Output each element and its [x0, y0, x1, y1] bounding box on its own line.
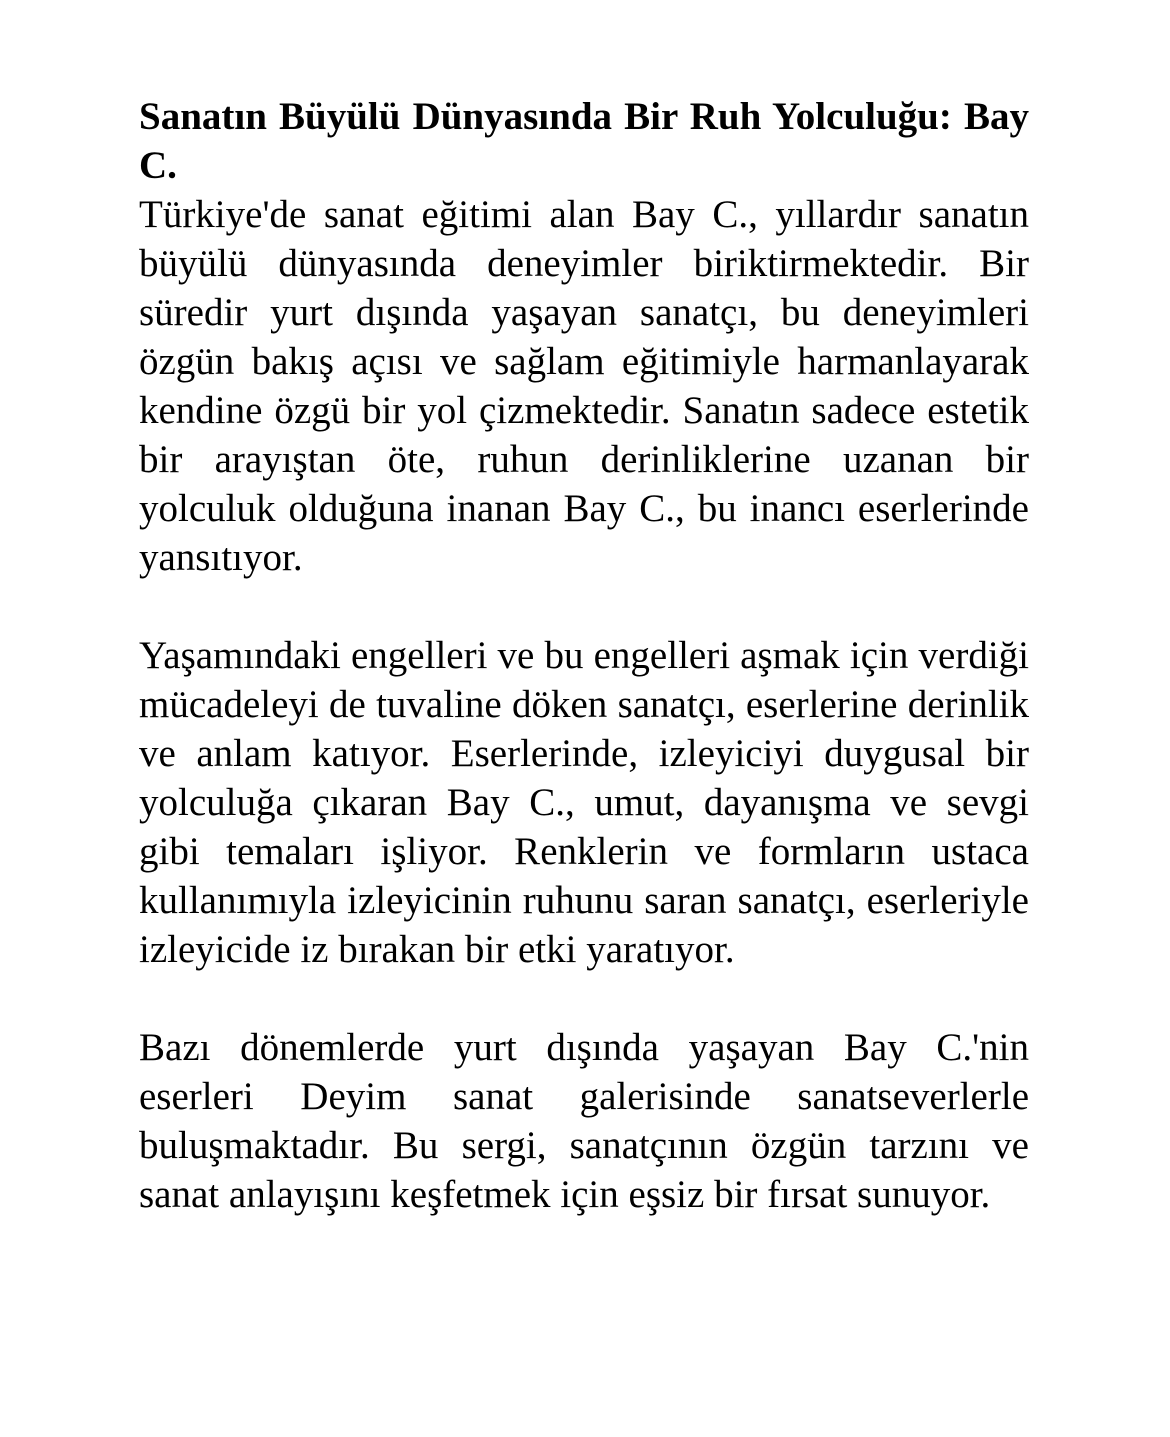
article-paragraph-2: Yaşamındaki engelleri ve bu engelleri aşmak için verdiği mücadeleyi de tuvaline döken sanatçı, eserlerine derinlik ve anlam katıyor. Eserlerinde, izleyiciyi duygusal bir yolculuğa çıkaran Bay C., umut, dayanışma ve sevgi gibi temaları işliyor. Renklerin ve formların ustaca kullanımıyla izleyicinin ruhunu saran sanatçı, eserleriyle izleyicide iz bırakan bir etki yaratıyor. — [139, 634, 1029, 971]
article-paragraph-1: Türkiye'de sanat eğitimi alan Bay C., yıllardır sanatın büyülü dünyasında deneyimler biriktirmektedir. Bir süredir yurt dışında yaşayan sanatçı, bu deneyimleri özgün bakış açısı ve sağlam eğitimiyle harmanlayarak kendine özgü bir yol çizmektedir. Sanatın sadece estetik bir arayıştan öte, ruhun derinliklerine uzanan bir yolculuk olduğuna inanan Bay C., bu inancı eserlerinde yansıtıyor. — [139, 193, 1029, 579]
article-title: Sanatın Büyülü Dünyasında Bir Ruh Yolculuğu: Bay C. — [139, 95, 1029, 187]
article-paragraph-3: Bazı dönemlerde yurt dışında yaşayan Bay C.'nin eserleri Deyim sanat galerisinde sanatseverlerle buluşmaktadır. Bu sergi, sanatçının özgün tarzını ve sanat anlayışını keşfetmek için eşsiz bir fırsat sunuyor. — [139, 1026, 1029, 1216]
article — [139, 92, 1029, 1219]
